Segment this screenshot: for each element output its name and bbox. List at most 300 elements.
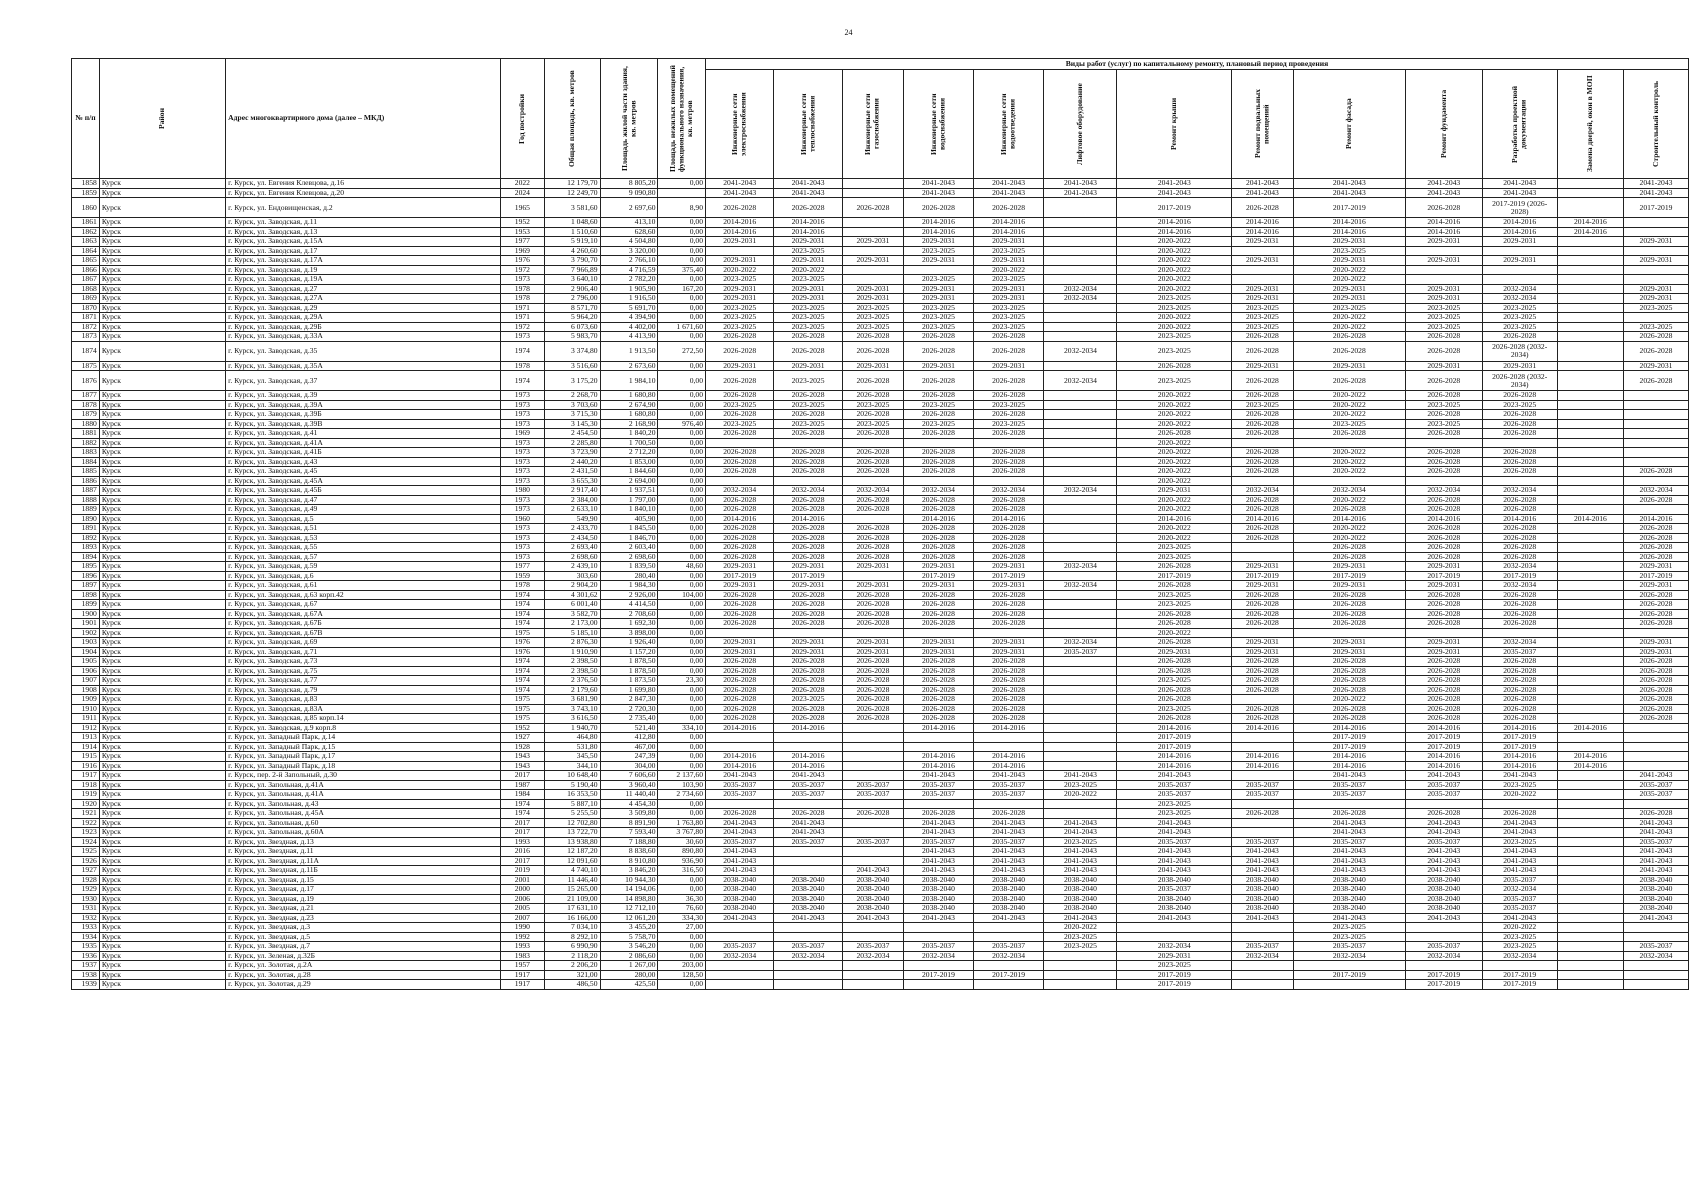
table-cell: 2026-2028 [706, 676, 774, 686]
table-cell: 2026-2028 [706, 695, 774, 705]
table-cell: 2026-2028 [706, 704, 774, 714]
table-cell: 128,50 [658, 970, 706, 980]
table-cell: 1873 [72, 332, 100, 342]
table-cell [1557, 313, 1623, 323]
table-cell: 2026-2028 [706, 495, 774, 505]
table-row [72, 600, 1689, 610]
table-cell: 2026-2028 [774, 714, 842, 724]
table-cell: 1943 [500, 752, 544, 762]
table-cell [774, 866, 842, 876]
table-row [72, 188, 1689, 198]
table-cell [1557, 980, 1623, 990]
table-cell [1557, 885, 1623, 895]
table-cell: 1 680,80 [600, 391, 658, 401]
table-cell: г. Курск, ул. Запольная, д.60 [226, 818, 501, 828]
table-cell: 2026-2028 [706, 600, 774, 610]
table-cell [1044, 218, 1117, 228]
table-cell: 2035-2037 [1044, 647, 1117, 657]
table-cell: г. Курск, ул. Заводская, д.45А [226, 476, 501, 486]
table-cell: 2026-2028 [1482, 657, 1557, 667]
table-cell: 6 990,90 [544, 942, 600, 952]
table-cell: 2026-2028 [904, 619, 974, 629]
table-cell: 2014-2016 [774, 218, 842, 228]
table-cell: 0,00 [658, 552, 706, 562]
table-cell: 2026-2028 [1623, 685, 1688, 695]
table-cell: 2026-2028 [1293, 552, 1405, 562]
table-cell: 2041-2043 [973, 847, 1044, 857]
table-cell: 1910 [72, 704, 100, 714]
table-cell: г. Курск, ул. Заводская, д.71 [226, 647, 501, 657]
table-cell: 2026-2028 [1117, 638, 1232, 648]
table-cell: 2017-2019 [706, 571, 774, 581]
table-cell: 2026-2028 [1623, 619, 1688, 629]
table-cell: 2026-2028 [774, 619, 842, 629]
table-cell [1117, 932, 1232, 942]
table-row [72, 313, 1689, 323]
table-cell: 3 374,80 [544, 341, 600, 361]
table-cell: 2023-2025 [904, 400, 974, 410]
table-cell: 2029-2031 [1293, 361, 1405, 371]
col-work-1: Инженерные сети электроснабжения [706, 70, 774, 179]
table-cell: 2041-2043 [1406, 913, 1483, 923]
table-cell: 2029-2031 [706, 581, 774, 591]
table-cell: 2029-2031 [1482, 361, 1557, 371]
table-cell: 2029-2031 [706, 237, 774, 247]
table-cell: Курск [99, 733, 225, 743]
table-cell: г. Курск, ул. Заводская, д.33А [226, 332, 501, 342]
table-cell: 13 938,80 [544, 837, 600, 847]
table-cell: 2014-2016 [1482, 761, 1557, 771]
table-cell: 2026-2028 [774, 429, 842, 439]
table-cell: 2014-2016 [1557, 723, 1623, 733]
table-cell: 2023-2025 [904, 275, 974, 285]
table-cell: 2026-2028 [1406, 457, 1483, 467]
table-cell: 2038-2040 [706, 875, 774, 885]
table-cell: 2032-2034 [1044, 638, 1117, 648]
table-cell: 1 846,70 [600, 533, 658, 543]
table-cell: 1 853,00 [600, 457, 658, 467]
table-cell: 2026-2028 [1117, 562, 1232, 572]
table-cell: 2014-2016 [1232, 514, 1293, 524]
table-cell [1557, 294, 1623, 304]
table-cell: 2017-2019 [1482, 733, 1557, 743]
table-cell: 1973 [500, 400, 544, 410]
table-cell [1044, 980, 1117, 990]
table-cell: 1925 [72, 847, 100, 857]
table-cell: 2026-2028 [1117, 619, 1232, 629]
table-cell: Курск [99, 410, 225, 420]
table-cell: 2026-2028 [1406, 676, 1483, 686]
table-cell: г. Курск, ул. Звездная, д.3 [226, 923, 501, 933]
table-cell: 2026-2028 [973, 495, 1044, 505]
col-year: Год постройки [500, 59, 544, 179]
table-cell: 2041-2043 [1293, 913, 1405, 923]
table-cell: 1992 [500, 932, 544, 942]
table-cell [1044, 609, 1117, 619]
table-row [72, 371, 1689, 391]
table-cell: 0,00 [658, 486, 706, 496]
table-cell: Курск [99, 227, 225, 237]
table-cell: 2014-2016 [1482, 218, 1557, 228]
table-cell: г. Курск, ул. Заводская, д.79 [226, 685, 501, 695]
table-cell: 2032-2034 [706, 951, 774, 961]
table-cell: Курск [99, 448, 225, 458]
table-cell: 4 413,90 [600, 332, 658, 342]
table-cell: 1952 [500, 723, 544, 733]
table-cell: 1971 [500, 303, 544, 313]
table-cell: 2014-2016 [706, 723, 774, 733]
table-cell: 2014-2016 [973, 218, 1044, 228]
table-cell: 2020-2022 [973, 265, 1044, 275]
table-cell: 2041-2043 [1293, 828, 1405, 838]
table-cell: 1 926,40 [600, 638, 658, 648]
table-cell [1557, 524, 1623, 534]
table-row [72, 790, 1689, 800]
table-cell: 2026-2028 [1623, 704, 1688, 714]
table-cell: 4 260,60 [544, 246, 600, 256]
table-cell [842, 970, 903, 980]
table-row [72, 391, 1689, 401]
table-cell: 2 673,60 [600, 361, 658, 371]
table-cell [658, 188, 706, 198]
table-cell [1557, 942, 1623, 952]
table-cell: 2026-2028 [1293, 543, 1405, 553]
table-cell [1623, 448, 1688, 458]
table-cell: 2026-2028 [842, 332, 903, 342]
table-cell: 2026-2028 [842, 676, 903, 686]
table-cell [1557, 467, 1623, 477]
table-cell [973, 628, 1044, 638]
table-cell: 2 708,60 [600, 609, 658, 619]
table-cell: 2017-2019 [1117, 980, 1232, 990]
table-cell: Курск [99, 885, 225, 895]
table-cell [1482, 628, 1557, 638]
table-cell: 2029-2031 [706, 361, 774, 371]
table-cell: 1973 [500, 543, 544, 553]
table-cell: 2041-2043 [1406, 847, 1483, 857]
table-cell: г. Курск, ул. Заводская, д.43 [226, 457, 501, 467]
table-row [72, 533, 1689, 543]
table-cell: 2026-2028 [774, 467, 842, 477]
table-cell: 4 394,90 [600, 313, 658, 323]
table-cell [842, 799, 903, 809]
table-cell: 2 734,60 [658, 790, 706, 800]
table-cell: 1973 [500, 448, 544, 458]
table-cell: 2 693,40 [544, 543, 600, 553]
table-cell: 1973 [500, 438, 544, 448]
table-row [72, 275, 1689, 285]
table-cell: 1 984,10 [600, 371, 658, 391]
table-cell [1117, 923, 1232, 933]
table-cell: 2023-2025 [774, 313, 842, 323]
table-cell [1557, 322, 1623, 332]
table-cell: 2041-2043 [1293, 847, 1405, 857]
table-cell: 2038-2040 [1406, 894, 1483, 904]
table-cell: 2020-2022 [1293, 467, 1405, 477]
table-cell: 2041-2043 [1117, 771, 1232, 781]
table-cell: 2029-2031 [1406, 256, 1483, 266]
table-cell: 2038-2040 [1232, 904, 1293, 914]
table-cell [1232, 828, 1293, 838]
table-cell: 3 455,20 [600, 923, 658, 933]
table-cell: 3 320,00 [600, 246, 658, 256]
table-cell: 1 940,70 [544, 723, 600, 733]
table-cell: 2026-2028 [1482, 714, 1557, 724]
table-cell: г. Курск, ул. Заводская, д.57 [226, 552, 501, 562]
table-cell: 2026-2028 [774, 676, 842, 686]
table-cell: 2029-2031 [973, 562, 1044, 572]
table-cell: 2026-2028 [1623, 467, 1688, 477]
table-cell: 3 640,10 [544, 275, 600, 285]
table-cell: 2026-2028 [1293, 600, 1405, 610]
table-cell: Курск [99, 638, 225, 648]
table-cell: 1960 [500, 514, 544, 524]
table-cell: Курск [99, 198, 225, 218]
table-cell: 2014-2016 [774, 761, 842, 771]
table-cell [1044, 761, 1117, 771]
col-nonliving-area: Площадь нежилых помещений функционального назначения, кв. метров [658, 59, 706, 179]
table-cell: 1 699,80 [600, 685, 658, 695]
table-cell: 2020-2022 [1117, 448, 1232, 458]
table-cell: г. Курск, ул. Заводская, д.41Б [226, 448, 501, 458]
table-cell [973, 932, 1044, 942]
table-cell: 0,00 [658, 400, 706, 410]
table-cell [1557, 628, 1623, 638]
table-cell: Курск [99, 951, 225, 961]
table-cell: 1934 [72, 932, 100, 942]
table-cell: 1980 [500, 486, 544, 496]
table-cell: г. Курск, ул. Золотая, д.2А [226, 961, 501, 971]
table-cell [706, 438, 774, 448]
table-cell: 0,00 [658, 391, 706, 401]
table-cell: Курск [99, 237, 225, 247]
table-cell: г. Курск, ул. Заводская, д.59 [226, 562, 501, 572]
table-cell: 2026-2028 [842, 410, 903, 420]
table-cell: Курск [99, 818, 225, 828]
table-cell: 2026-2028 [1293, 341, 1405, 361]
table-cell: 2017-2019 [1117, 742, 1232, 752]
table-row [72, 237, 1689, 247]
table-cell: 1917 [500, 970, 544, 980]
table-cell: 1876 [72, 371, 100, 391]
table-cell [1557, 332, 1623, 342]
table-cell: 1974 [500, 799, 544, 809]
table-cell: 890,80 [658, 847, 706, 857]
table-cell: 2041-2043 [973, 828, 1044, 838]
table-cell: 2020-2022 [1117, 265, 1232, 275]
table-cell: 1868 [72, 284, 100, 294]
table-cell: 2026-2028 [1623, 543, 1688, 553]
table-cell: г. Курск, ул. Заводская, д.19А [226, 275, 501, 285]
table-cell: 1978 [500, 581, 544, 591]
table-cell: 1908 [72, 685, 100, 695]
table-cell [1557, 847, 1623, 857]
table-cell: 11 440,40 [600, 790, 658, 800]
table-cell: 1973 [500, 533, 544, 543]
table-cell: 1 692,30 [600, 619, 658, 629]
table-cell: 1927 [72, 866, 100, 876]
table-cell: 2026-2028 [1406, 609, 1483, 619]
table-cell: Курск [99, 552, 225, 562]
table-cell: 2026-2028 [706, 198, 774, 218]
table-cell: 1907 [72, 676, 100, 686]
table-cell: 2020-2022 [1117, 256, 1232, 266]
table-cell: 467,00 [600, 742, 658, 752]
table-cell: 2026-2028 [904, 410, 974, 420]
table-cell [1557, 619, 1623, 629]
table-cell: 1973 [500, 410, 544, 420]
table-cell: 2026-2028 [774, 524, 842, 534]
table-cell: 2017 [500, 771, 544, 781]
table-cell: 1866 [72, 265, 100, 275]
table-cell: 2026-2028 [1232, 332, 1293, 342]
table-cell: 2026-2028 [1232, 809, 1293, 819]
table-cell: 2035-2037 [973, 790, 1044, 800]
table-cell: 0,00 [658, 448, 706, 458]
table-cell: 2017-2019 [1117, 198, 1232, 218]
table-cell: 1 937,51 [600, 486, 658, 496]
table-cell: 2014-2016 [1232, 761, 1293, 771]
table-cell [1044, 742, 1117, 752]
table-cell: 2026-2028 [1117, 685, 1232, 695]
table-cell: 0,00 [658, 218, 706, 228]
table-cell: 21 109,00 [544, 894, 600, 904]
table-cell [1557, 400, 1623, 410]
table-cell [1044, 628, 1117, 638]
table-cell: 2038-2040 [706, 894, 774, 904]
table-cell [774, 628, 842, 638]
table-cell: 2038-2040 [1623, 904, 1688, 914]
table-cell [1557, 961, 1623, 971]
table-cell: 2029-2031 [774, 638, 842, 648]
table-cell: 2023-2025 [1044, 932, 1117, 942]
table-cell: 2041-2043 [1482, 179, 1557, 189]
table-cell [706, 628, 774, 638]
table-cell: 2026-2028 [1406, 198, 1483, 218]
table-cell: 2020-2022 [1117, 419, 1232, 429]
table-cell: 2020-2022 [1117, 495, 1232, 505]
table-cell: 2041-2043 [1406, 188, 1483, 198]
table-cell: 2038-2040 [1293, 904, 1405, 914]
table-cell: Курск [99, 894, 225, 904]
table-cell: 2014-2016 [1117, 752, 1232, 762]
table-cell: Курск [99, 790, 225, 800]
table-cell: 2017 [500, 818, 544, 828]
table-cell [842, 628, 903, 638]
table-cell [1623, 246, 1688, 256]
table-cell [842, 818, 903, 828]
table-cell: 2023-2025 [1117, 294, 1232, 304]
table-cell: 1973 [500, 275, 544, 285]
table-cell: 2026-2028 [1232, 533, 1293, 543]
table-cell: 2026-2028 [904, 524, 974, 534]
table-cell: 2 086,60 [600, 951, 658, 961]
table-cell [1044, 457, 1117, 467]
table-cell [1044, 246, 1117, 256]
table-row [72, 685, 1689, 695]
table-cell: 2026-2028 [1293, 666, 1405, 676]
table-cell: 2029-2031 [1232, 284, 1293, 294]
table-cell: 2026-2028 [842, 685, 903, 695]
table-row [72, 562, 1689, 572]
table-cell: 1977 [500, 237, 544, 247]
table-cell [1406, 923, 1483, 933]
table-cell: Курск [99, 438, 225, 448]
table-row [72, 514, 1689, 524]
table-cell [1623, 476, 1688, 486]
table-cell: 2041-2043 [706, 771, 774, 781]
table-cell: 2026-2028 [1232, 657, 1293, 667]
table-cell: 1888 [72, 495, 100, 505]
table-cell: 8 292,10 [544, 932, 600, 942]
table-cell: 2014-2016 [1406, 514, 1483, 524]
table-cell [1557, 704, 1623, 714]
table-row [72, 847, 1689, 857]
table-cell: 2041-2043 [842, 866, 903, 876]
table-cell: 2026-2028 [1232, 685, 1293, 695]
table-cell: 549,90 [544, 514, 600, 524]
table-cell: 2041-2043 [1482, 913, 1557, 923]
table-cell: 2041-2043 [1044, 771, 1117, 781]
table-cell: 2026-2028 [1482, 552, 1557, 562]
table-cell: 1973 [500, 495, 544, 505]
table-cell: 2020-2022 [1117, 246, 1232, 256]
table-cell [1623, 799, 1688, 809]
table-cell: г. Курск, ул. Заводская, д.69 [226, 638, 501, 648]
table-cell: 2014-2016 [1117, 227, 1232, 237]
table-cell: 2029-2031 [706, 284, 774, 294]
table-cell: г. Курск, ул. Звездная, д.21 [226, 904, 501, 914]
table-cell: 1 763,80 [658, 818, 706, 828]
table-cell: 0,00 [658, 524, 706, 534]
table-cell: 2026-2028 [973, 600, 1044, 610]
table-cell: 2014-2016 [1232, 723, 1293, 733]
table-cell: 2017-2019 [1406, 733, 1483, 743]
table-cell: г. Курск, ул. Заводская, д.17 [226, 246, 501, 256]
table-cell [904, 438, 974, 448]
table-cell: 2023-2025 [774, 303, 842, 313]
table-cell [1232, 961, 1293, 971]
table-cell [1557, 391, 1623, 401]
table-cell: 2007 [500, 913, 544, 923]
table-cell: 0,00 [658, 809, 706, 819]
table-cell: 2014-2016 [1557, 218, 1623, 228]
table-cell: Курск [99, 524, 225, 534]
table-cell: 2026-2028 [1482, 619, 1557, 629]
table-cell [1557, 923, 1623, 933]
table-cell [1406, 246, 1483, 256]
table-cell: 2026-2028 [1293, 429, 1405, 439]
table-cell: 8,90 [658, 198, 706, 218]
table-cell: 1931 [72, 904, 100, 914]
table-cell: Курск [99, 514, 225, 524]
col-district: Район [99, 59, 225, 179]
table-cell: 413,10 [600, 218, 658, 228]
table-cell: Курск [99, 628, 225, 638]
table-cell: 2041-2043 [1623, 856, 1688, 866]
table-cell: 2041-2043 [973, 179, 1044, 189]
table-cell: 36,30 [658, 894, 706, 904]
table-cell: 2026-2028 [774, 341, 842, 361]
table-cell: 12 712,10 [600, 904, 658, 914]
table-cell: 2023-2025 [1293, 419, 1405, 429]
table-cell [774, 970, 842, 980]
table-cell: 1977 [500, 562, 544, 572]
table-cell: 2023-2025 [774, 371, 842, 391]
table-cell: 1959 [500, 571, 544, 581]
table-cell: 1863 [72, 237, 100, 247]
table-cell: 2026-2028 [842, 457, 903, 467]
